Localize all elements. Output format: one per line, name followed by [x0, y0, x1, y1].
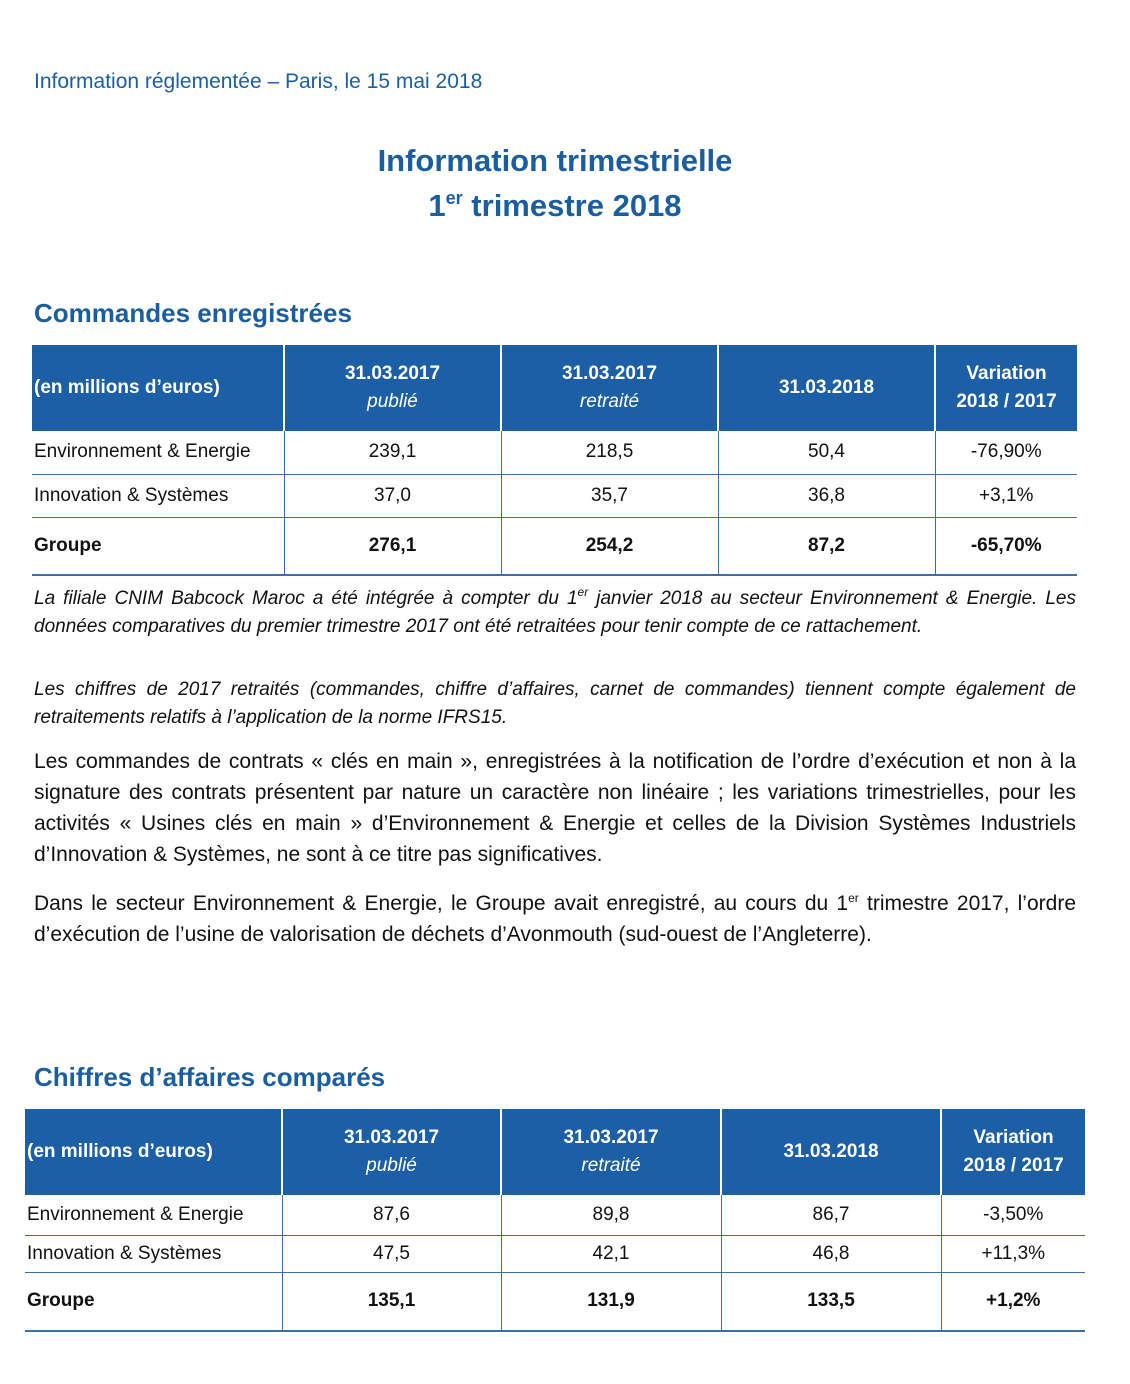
row-label: Innovation & Systèmes: [32, 474, 284, 517]
orders-col-1-line2: publié: [367, 391, 418, 412]
table-row: [25, 1235, 1085, 1272]
orders-col-2-line1: 31.03.2017: [561, 363, 658, 384]
paragraph-avonmouth-a: Dans le secteur Environnement & Energie, le Groupe avait enregistré, au cours du 1: [34, 892, 849, 915]
revenue-col-1-line1: 31.03.2017: [343, 1127, 440, 1148]
subtitle-ordinal: er: [445, 188, 463, 208]
orders-col-4: [935, 345, 1077, 431]
paragraph-avonmouth-b: trimestre 2017, l’ordre d’exécution de l’usine de valorisation de déchets d’Avonmouth (sud-ouest de l’Angleterre).: [34, 892, 1076, 946]
revenue-col-2-line1: 31.03.2017: [563, 1127, 659, 1148]
note-subsidiary-a: La filiale CNIM Babcock Maroc a été intégrée à compter du 1: [34, 588, 578, 609]
revenue-table: [25, 1109, 1085, 1332]
orders-table: [32, 345, 1077, 576]
orders-col-4-line2: 2018 / 2017: [956, 391, 1057, 412]
note-subsidiary: [34, 578, 1076, 641]
orders-col-2-line2: retraité: [579, 391, 640, 412]
cell: 218,5: [501, 431, 718, 474]
cell: 254,2: [501, 517, 718, 575]
cell: 46,8: [721, 1235, 941, 1272]
row-label: Groupe: [25, 1272, 282, 1331]
paragraph-avonmouth: [34, 883, 1076, 950]
page-subtitle: [0, 188, 1110, 224]
cell: 86,7: [721, 1195, 941, 1235]
cell: 87,2: [718, 517, 935, 575]
orders-section-title: Commandes enregistrées: [34, 298, 352, 328]
table-row: [25, 1195, 1085, 1235]
cell: 133,5: [721, 1272, 941, 1331]
table-row-total: [32, 517, 1077, 575]
cell: +1,2%: [941, 1272, 1085, 1331]
revenue-col-4-line2: 2018 / 2017: [963, 1155, 1064, 1176]
cell: 37,0: [284, 474, 501, 517]
subtitle-rest: trimestre 2018: [462, 188, 682, 223]
cell: 42,1: [501, 1235, 721, 1272]
revenue-col-3: [721, 1109, 941, 1195]
cell: +11,3%: [941, 1235, 1085, 1272]
revenue-header-row: [25, 1109, 1085, 1195]
cell: -76,90%: [935, 431, 1077, 474]
cell: -3,50%: [941, 1195, 1085, 1235]
revenue-col-1: [282, 1109, 501, 1195]
revenue-col-2-line2: retraité: [581, 1155, 641, 1176]
table-row: [32, 474, 1077, 517]
cell: 89,8: [501, 1195, 721, 1235]
table-row: [32, 431, 1077, 474]
row-label: Environnement & Energie: [25, 1195, 282, 1235]
orders-col-1: [284, 345, 501, 431]
revenue-col-2: [501, 1109, 721, 1195]
cell: 47,5: [282, 1235, 501, 1272]
revenue-col-3-line1: 31.03.2018: [783, 1141, 879, 1162]
cell: 35,7: [501, 474, 718, 517]
row-label: Environnement & Energie: [32, 431, 284, 474]
cell: 87,6: [282, 1195, 501, 1235]
page-title: Information trimestrielle: [377, 143, 733, 178]
dateline: Information réglementée – Paris, le 15 mai 2018: [34, 70, 483, 93]
cell: 131,9: [501, 1272, 721, 1331]
row-label: Groupe: [32, 517, 284, 575]
row-label: Innovation & Systèmes: [25, 1235, 282, 1272]
orders-col-2: [501, 345, 718, 431]
note-subsidiary-sup: er: [577, 585, 589, 599]
table-row-total: [25, 1272, 1085, 1331]
cell: 276,1: [284, 517, 501, 575]
orders-col-3: [718, 345, 935, 431]
cell: 239,1: [284, 431, 501, 474]
subtitle-number: 1: [428, 188, 446, 223]
cell: 36,8: [718, 474, 935, 517]
orders-col-3-line1: 31.03.2018: [778, 377, 875, 398]
cell: -65,70%: [935, 517, 1077, 575]
orders-col-1-line1: 31.03.2017: [344, 363, 441, 384]
revenue-col-label: (en millions d’euros): [25, 1109, 282, 1195]
orders-header-row: [32, 345, 1077, 431]
cell: +3,1%: [935, 474, 1077, 517]
note-subsidiary-b: janvier 2018 au secteur Environnement & Energie. Les données comparatives du premier trimestre 2017 ont été retraitées pour tenir compte de ce rattachement.: [34, 588, 1076, 637]
paragraph-avonmouth-sup: er: [848, 891, 859, 905]
revenue-col-4-line1: Variation: [973, 1127, 1054, 1148]
revenue-section-title: Chiffres d’affaires comparés: [34, 1062, 386, 1092]
revenue-col-4: [941, 1109, 1085, 1195]
orders-col-4-line1: Variation: [966, 363, 1047, 384]
orders-col-label: (en millions d’euros): [32, 345, 284, 431]
paragraph-orders: Les commandes de contrats « clés en main », enregistrées à la notification de l’ordre d’exécution et non à la signature des contrats présentent par nature un caractère non linéaire ; les variations trimestrielles, pour les activités « Usines clés en main » d’Environnement & Energie et celles de la Division Systèmes Industriels d’Innovation & Systèmes, ne sont à ce titre pas significatives.: [34, 750, 1076, 866]
cell: 135,1: [282, 1272, 501, 1331]
note-ifrs15: Les chiffres de 2017 retraités (commandes, chiffre d’affaires, carnet de commandes) tiennent compte également de retraitements relatifs à l’application de la norme IFRS15.: [34, 679, 1076, 728]
cell: 50,4: [718, 431, 935, 474]
revenue-col-1-line2: publié: [366, 1155, 417, 1176]
